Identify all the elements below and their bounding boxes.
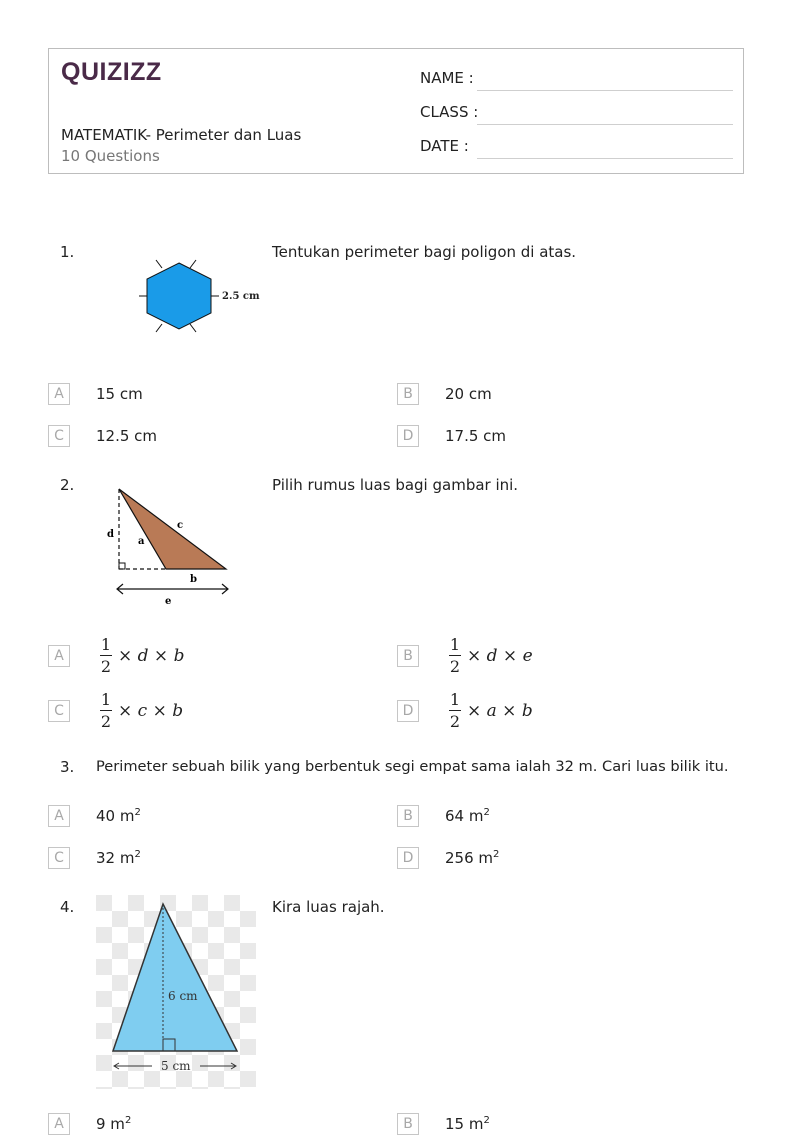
question-3-number: 3. [60,758,75,776]
question-count: 10 Questions [61,147,160,165]
name-label: NAME : [420,69,474,87]
q4-option-b[interactable]: 15 $m^2$ [445,1115,490,1133]
worksheet-title: MATEMATIK- Perimeter dan Luas [61,126,302,144]
label-c: c [177,520,184,531]
question-4-number: 4. [60,898,75,916]
q1-option-b-letter[interactable]: B [397,383,419,405]
question-4-text: Kira luas rajah. [272,898,385,916]
question-2-number: 2. [60,476,75,494]
name-line[interactable] [477,89,733,91]
q4-option-b-letter[interactable]: B [397,1113,419,1135]
q1-option-a-letter[interactable]: A [48,383,70,405]
q2-option-b-expr[interactable]: × d × e [467,646,533,666]
q1-option-b-text[interactable]: 20 cm [445,385,492,403]
q2-option-b-letter[interactable]: B [397,645,419,667]
class-line[interactable] [477,123,733,125]
q3-option-a-letter[interactable]: A [48,805,70,827]
q2-option-a-letter[interactable]: A [48,645,70,667]
label-e: e [165,596,172,607]
label-d: d [107,529,114,540]
q3-option-c-letter[interactable]: C [48,847,70,869]
q2-option-d-expr[interactable]: × a × b [467,701,533,721]
q1-option-c-text[interactable]: 12.5 cm [96,427,158,445]
q3-option-b-letter[interactable]: B [397,805,419,827]
q2-option-c-letter[interactable]: C [48,700,70,722]
question-1-number: 1. [60,243,75,261]
worksheet-header [48,48,744,174]
label-a: a [138,536,145,547]
q4-option-a[interactable]: 9 $m^2$ [96,1115,132,1133]
hexagon-side-label: 2.5 cm [222,291,260,302]
q2-option-d-fraction[interactable]: 1 2 [449,690,461,731]
question-2-text: Pilih rumus luas bagi gambar ini. [272,476,519,494]
q2-option-a-fraction[interactable]: 1 2 [100,635,112,676]
date-line[interactable] [477,157,733,159]
q3-option-a[interactable]: 40 $m^2$ [96,807,141,825]
base-label: 5 cm [161,1059,191,1073]
q2-option-a-expr[interactable]: × d × b [118,646,185,666]
hexagon-figure [136,258,260,336]
height-label: 6 cm [168,989,198,1003]
q2-option-b-fraction[interactable]: 1 2 [449,635,461,676]
quizizz-logo: QUIZIZZ [61,58,162,86]
q2-option-d-letter[interactable]: D [397,700,419,722]
date-label: DATE : [420,137,469,155]
q1-option-a-text[interactable]: 15 cm [96,385,143,403]
label-b: b [190,574,197,585]
question-3-text: Perimeter sebuah bilik yang berbentuk segi empat sama ialah 32 m. Cari luas bilik itu. [96,758,729,775]
class-label: CLASS : [420,103,479,121]
q3-option-b[interactable]: 64 $m^2$ [445,807,490,825]
q4-option-a-letter[interactable]: A [48,1113,70,1135]
q1-option-d-text[interactable]: 17.5 cm [445,427,507,445]
question-1-text: Tentukan perimeter bagi poligon di atas. [272,243,577,261]
q3-option-c[interactable]: 32 $m^2$ [96,849,141,867]
triangle-area-figure [96,895,256,1089]
q3-option-d[interactable]: 256 $m^2$ [445,849,500,867]
q1-option-d-letter[interactable]: D [397,425,419,447]
triangle-formula-figure [100,482,240,608]
q2-option-c-fraction[interactable]: 1 2 [100,690,112,731]
q3-option-d-letter[interactable]: D [397,847,419,869]
q1-option-c-letter[interactable]: C [48,425,70,447]
q2-option-c-expr[interactable]: × c × b [118,701,184,721]
